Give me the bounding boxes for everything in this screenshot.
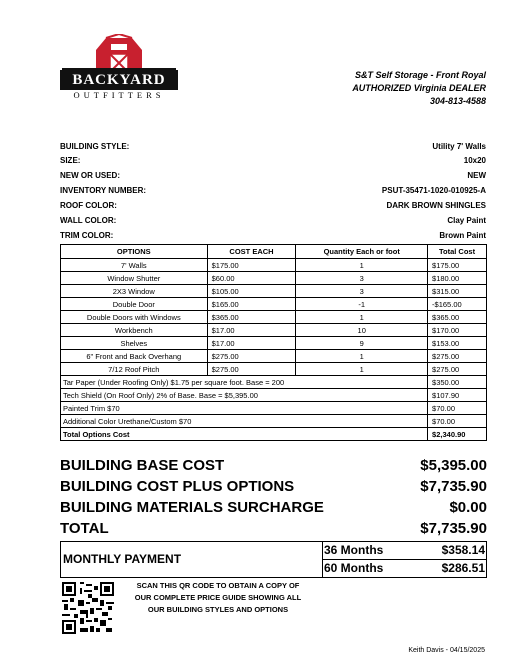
option-qty: 1 [296,259,428,272]
info-label: BUILDING STYLE: [60,142,130,151]
extra-total: $350.00 [428,376,487,389]
column-header: Total Cost [428,245,487,259]
plan-term: 60 Months [324,561,384,575]
surcharge-label: BUILDING MATERIALS SURCHARGE [60,499,324,516]
total-label: TOTAL [60,520,109,537]
column-header: COST EACH [207,245,296,259]
option-qty: 3 [296,272,428,285]
extra-total: $107.90 [428,389,487,402]
option-name: Shelves [61,337,208,350]
table-row [61,285,487,298]
plan-amount: $286.51 [441,561,485,575]
option-name: Double Door [61,298,208,311]
info-value: Utility 7' Walls [432,142,486,151]
base-cost-value: $5,395.00 [420,457,487,474]
info-value: PSUT-35471-1020-010925-A [381,186,486,195]
table-row [61,350,487,363]
option-qty: 3 [296,285,428,298]
total-options-row [61,428,487,441]
option-cost: $365.00 [207,311,296,324]
option-cost: $17.00 [207,337,296,350]
base-cost-row [60,457,487,477]
option-total: $275.00 [428,350,487,363]
extra-row [61,376,487,389]
cost-plus-options-value: $7,735.90 [420,478,487,495]
signer-date: Keith Davis - 04/15/2025 [408,647,485,654]
info-label: SIZE: [60,156,81,165]
extra-label: Additional Color Urethane/Custom $70 [61,415,428,428]
backyard-outfitters-logo [58,34,180,100]
column-header: Quantity Each or foot [296,245,428,259]
qr-code[interactable] [62,582,114,634]
dealer-phone: 304-813-4588 [429,96,486,106]
total-value: $7,735.90 [420,520,487,537]
info-row-trim-color [60,231,486,243]
table-row [61,337,487,350]
info-value: Clay Paint [447,216,486,225]
total-row [60,520,487,540]
qr-code-icon [62,582,114,634]
option-cost: $275.00 [207,363,296,376]
dealer-info [352,69,486,108]
option-name: 7/12 Roof Pitch [61,363,208,376]
table-header-row [61,245,487,259]
option-total: $315.00 [428,285,487,298]
extra-label: Tech Shield (On Roof Only) 2% of Base. Base = $5,395.00 [61,389,428,402]
option-cost: $17.00 [207,324,296,337]
option-cost: $60.00 [207,272,296,285]
options-table [60,244,487,441]
info-row-roof-color [60,201,486,213]
option-cost: $105.00 [207,285,296,298]
option-name: Double Doors with Windows [61,311,208,324]
plan-amount: $358.14 [441,543,485,557]
total-options-value: $2,340.90 [428,428,487,441]
qr-caption-line: OUR COMPLETE PRICE GUIDE SHOWING ALL [134,593,302,602]
option-total: $170.00 [428,324,487,337]
info-row-condition [60,171,486,183]
logo-wordmark: BACKYARD [60,70,178,90]
info-value: DARK BROWN SHINGLES [386,201,486,210]
option-cost: $275.00 [207,350,296,363]
surcharge-value: $0.00 [449,499,487,516]
qr-caption-line: OUR BUILDING STYLES AND OPTIONS [147,605,289,614]
extra-row [61,402,487,415]
info-label: INVENTORY NUMBER: [60,186,147,195]
info-value: 10x20 [463,156,486,165]
monthly-payment-label: MONTHLY PAYMENT [63,552,182,566]
table-row [61,324,487,337]
extra-total: $70.00 [428,402,487,415]
table-row [61,311,487,324]
option-qty: 10 [296,324,428,337]
info-label: WALL COLOR: [60,216,117,225]
option-total: $175.00 [428,259,487,272]
base-cost-label: BUILDING BASE COST [60,457,225,474]
cost-plus-options-row [60,478,487,498]
extra-label: Painted Trim $70 [61,402,428,415]
option-total: $365.00 [428,311,487,324]
qr-caption-line: SCAN THIS QR CODE TO OBTAIN A COPY OF [136,581,300,590]
extra-total: $70.00 [428,415,487,428]
plan-term: 36 Months [324,543,384,557]
option-name: 7' Walls [61,259,208,272]
info-row-style [60,142,486,154]
total-options-label: Total Options Cost [61,428,428,441]
extra-label: Tar Paper (Under Roofing Only) $1.75 per square foot. Base = 200 [61,376,428,389]
option-total: $180.00 [428,272,487,285]
payment-plan-36 [323,542,486,559]
table-row [61,298,487,311]
dealer-authorization: AUTHORIZED Virginia DEALER [352,83,486,93]
option-cost: $165.00 [207,298,296,311]
info-value: Brown Paint [439,231,486,240]
dealer-name: S&T Self Storage - Front Royal [354,70,486,80]
qr-caption [120,580,316,616]
option-total: -$165.00 [428,298,487,311]
building-info [60,142,486,242]
option-total: $275.00 [428,363,487,376]
info-label: ROOF COLOR: [60,201,117,210]
option-qty: 1 [296,350,428,363]
option-total: $153.00 [428,337,487,350]
payment-plan-60 [323,560,486,577]
table-row [61,272,487,285]
option-qty: -1 [296,298,428,311]
option-cost: $175.00 [207,259,296,272]
table-row [61,259,487,272]
option-qty: 1 [296,363,428,376]
table-row [61,363,487,376]
option-name: 2X3 Window [61,285,208,298]
monthly-payment-box [60,541,487,578]
option-qty: 1 [296,311,428,324]
extra-row [61,389,487,402]
surcharge-row [60,499,487,519]
info-row-size [60,156,486,168]
logo-subtitle: OUTFITTERS [73,90,165,100]
extra-row [61,415,487,428]
barn-icon [58,34,180,74]
info-row-inventory [60,186,486,198]
option-name: 6" Front and Back Overhang [61,350,208,363]
info-label: TRIM COLOR: [60,231,114,240]
option-qty: 9 [296,337,428,350]
option-name: Window Shutter [61,272,208,285]
info-value: NEW [467,171,486,180]
cost-plus-options-label: BUILDING COST PLUS OPTIONS [60,478,295,495]
option-name: Workbench [61,324,208,337]
column-header: OPTIONS [61,245,208,259]
info-label: NEW OR USED: [60,171,120,180]
info-row-wall-color [60,216,486,228]
